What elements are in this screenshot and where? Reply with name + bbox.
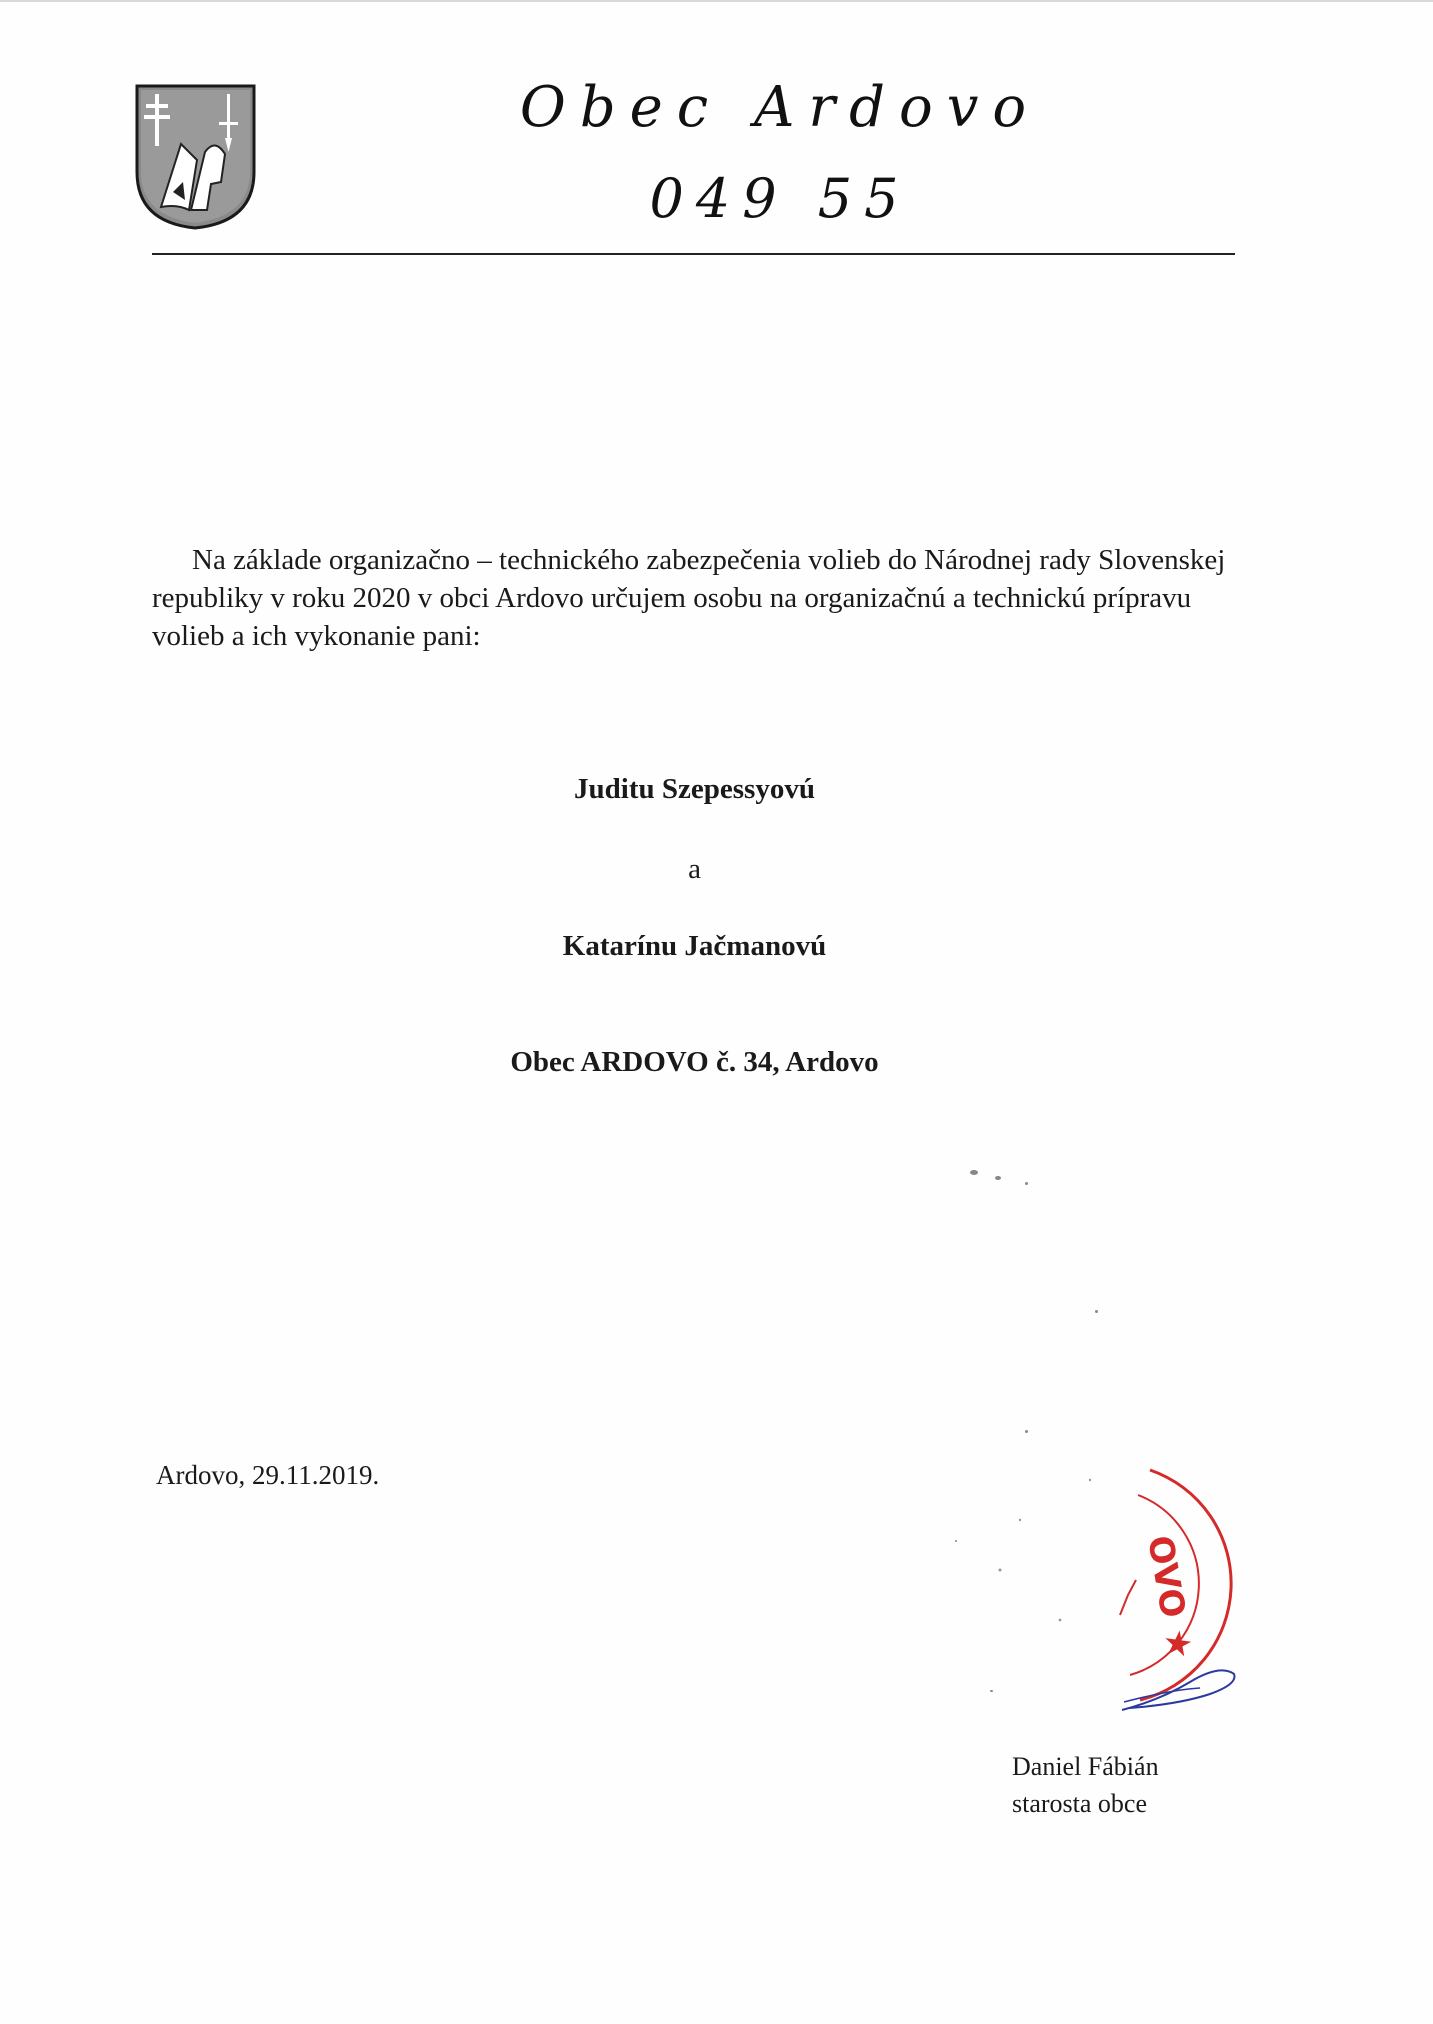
signer-role: starosta obce [1012,1789,1148,1818]
scan-speck [955,1540,957,1542]
scan-speck [995,1176,1001,1180]
scan-speck [1025,1430,1028,1433]
header-divider [152,253,1235,255]
scan-speck [1025,1182,1028,1185]
scan-speck [990,1690,993,1692]
coat-of-arms-logo [133,82,258,232]
body-paragraph [152,541,1237,655]
stamp-text: OVO ★ [1139,1532,1201,1663]
scan-speck [970,1170,978,1175]
person-name-2: Katarínu Jačmanovú [562,930,827,962]
scan-speck [1095,1310,1098,1313]
postal-code: 049 55 [649,167,911,230]
page-top-edge [0,0,1433,2]
signer-name: Daniel Fábián [1012,1752,1159,1781]
conjunction-text: a [688,853,701,885]
body-paragraph-text: Na základe organizačno – technického zabezpečenia volieb do Národnej rady Slovenskej republiky v roku 2020 v obci Ardovo určujem osobu na organizačnú a technickú prípravu volieb a ich vykonanie pani: [152,544,1226,652]
municipality-title: Obec Ardovo [519,75,1041,140]
person-name-1: Juditu Szepessyovú [574,773,815,805]
office-address: Obec ARDOVO č. 34, Ardovo [510,1046,879,1078]
date-line: Ardovo, 29.11.2019. [156,1460,380,1490]
signature-mark [1120,1660,1240,1720]
